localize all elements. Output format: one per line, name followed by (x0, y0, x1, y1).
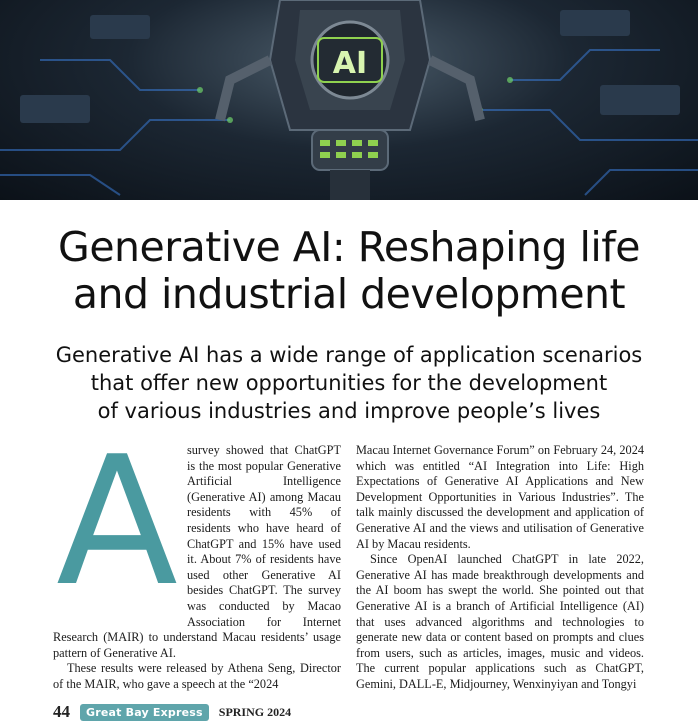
page-number: 44 (53, 702, 70, 721)
hero-image (0, 0, 698, 200)
subtitle-line-2: that offer new opportunities for the development (90, 371, 608, 395)
issue-label: SPRING 2024 (218, 704, 292, 719)
article-subtitle (0, 341, 698, 425)
ai-badge: AI (332, 46, 368, 81)
drop-cap: A (56, 418, 178, 625)
page-footer (53, 702, 291, 722)
paragraph-1: survey showed that ChatGPT is the most popular Generative Artificial Intelligence (Generative AI) among Macau residents with 45% of residents who have heard of ChatGPT and 15% have used it. About 7% of residents have used other Generative AI besides ChatGPT. The survey was conducted by Macao Association for Internet Research (MAIR) to understand Macau residents’ usage pattern of Generative AI. (53, 443, 341, 660)
article-column-left (53, 418, 341, 693)
paragraph-2: These results were released by Athena Seng, Director of the MAIR, who gave a speech at the “2024 (53, 661, 341, 691)
article-title (0, 224, 698, 318)
magazine-logo: Great Bay Express (80, 704, 209, 721)
paragraph-3: Since OpenAI launched ChatGPT in late 2022, Generative AI has made breakthrough developments and the AI boom has swept the world. She pointed out that Generative AI is a branch of Artificial Intelligence (AI) that uses advanced algorithms and technologies to generate new data or content based on prompts and clues from users, such as articles, images, music and videos. The current popular applications such as ChatGPT, Gemini, DALL-E, Midjourney, Wenxinyiyan and Tongyi (356, 552, 644, 691)
subtitle-line-3: of various industries and improve people’s lives (97, 399, 601, 423)
paragraph-2-continued: Macau Internet Governance Forum” on February 24, 2024 which was entitled “AI Integration into Life: High Expectations of Generative AI Applications and New Development Opportunities in Various Industries”. The talk mainly discussed the development and application of Generative AI and the views and utilisation of Generative AI by Macau residents. (356, 443, 644, 551)
subtitle-line-1: Generative AI has a wide range of application scenarios (55, 343, 643, 367)
title-line-1: Generative AI: Reshaping life (58, 223, 640, 271)
article-column-right (356, 443, 644, 693)
robot-illustration (0, 0, 698, 200)
title-line-2: and industrial development (72, 270, 626, 318)
